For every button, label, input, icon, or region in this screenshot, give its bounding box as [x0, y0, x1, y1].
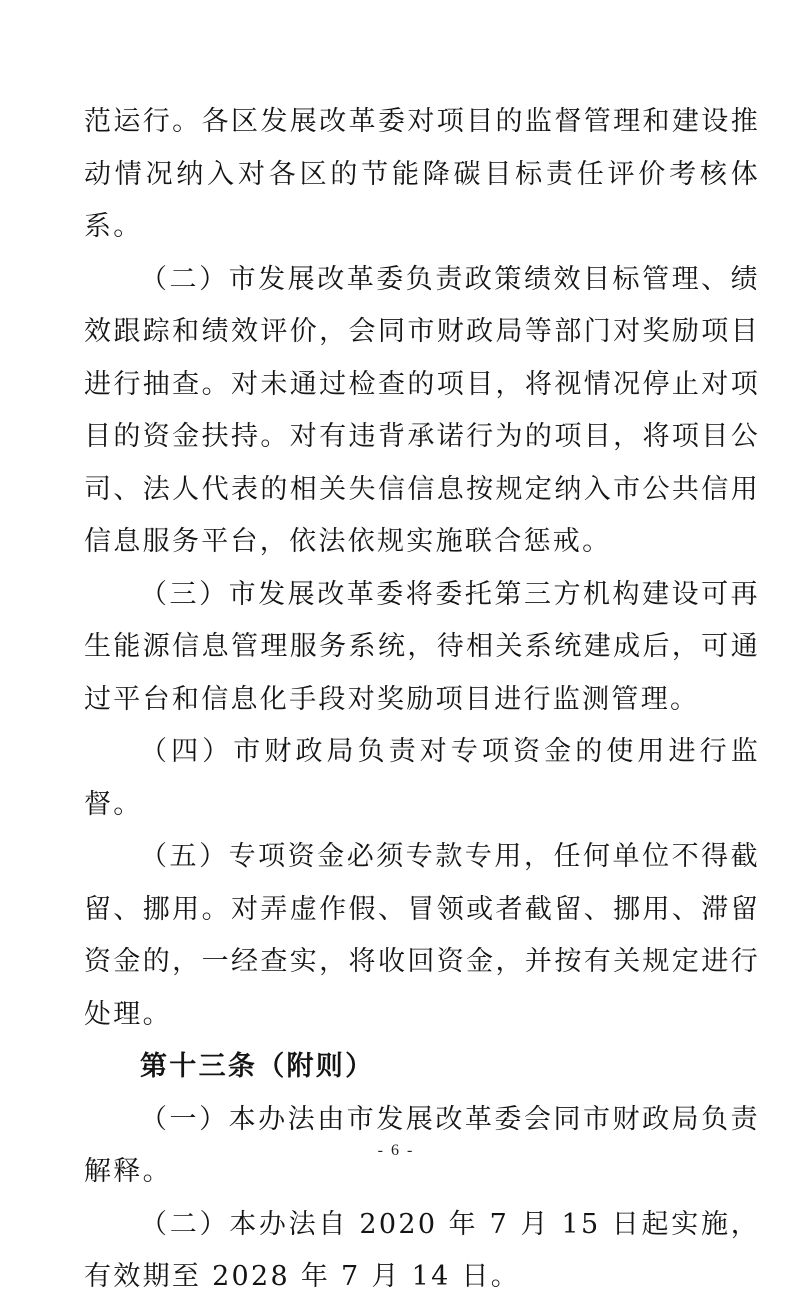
paragraph-item-3-info-system: （三）市发展改革委将委托第三方机构建设可再生能源信息管理服务系统，待相关系统建成后，可通过平台和信息化手段对奖励项目进行监测管理。	[84, 578, 760, 715]
paragraph-article13-item-2: （二）本办法自 2020 年 7 月 15 日起实施，有效期至 2028 年 7 月 14 日。	[84, 1208, 760, 1292]
paragraph-article13-item-1: （一）本办法由市发展改革委会同市财政局负责解释。	[84, 1103, 760, 1187]
page-number: - 6 -	[377, 1142, 415, 1159]
paragraph-continuation: 范运行。各区发展改革委对项目的监督管理和建设推动情况纳入对各区的节能降碳目标责任评价考核体系。	[84, 106, 760, 242]
document-body	[84, 96, 760, 1304]
paragraph-item-5-fund-usage: （五）专项资金必须专款专用，任何单位不得截留、挪用。对弄虚作假、冒领或者截留、挪用、滞留资金的，一经查实，将收回资金，并按有关规定进行处理。	[84, 841, 760, 1030]
paragraph-item-4-supervision: （四）市财政局负责对专项资金的使用进行监督。	[84, 736, 760, 820]
paragraph-item-2-performance: （二）市发展改革委负责政策绩效目标管理、绩效跟踪和绩效评价，会同市财政局等部门对奖励项目进行抽查。对未通过检查的项目，将视情况停止对项目的资金扶持。对有违背承诺行为的项目，将项目公司、法人代表的相关失信信息按规定纳入市公共信用信息服务平台，依法依规实施联合惩戒。	[84, 263, 760, 557]
article-13-heading: 第十三条（附则）	[140, 1051, 375, 1082]
